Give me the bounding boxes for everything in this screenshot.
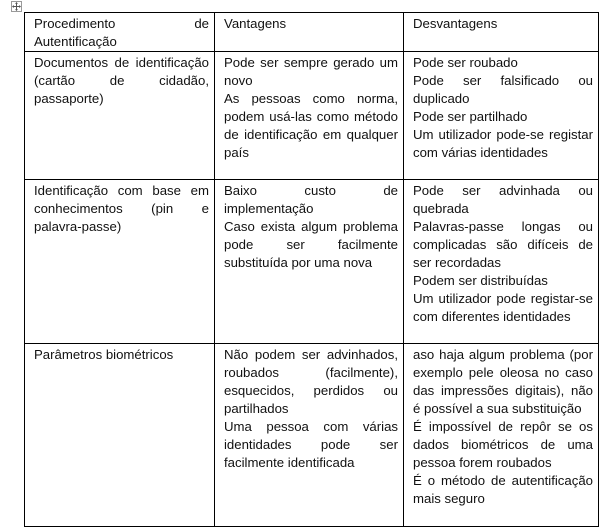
disadvantage-item: Pode ser roubado [413, 55, 518, 70]
advantages-cell[interactable] [215, 344, 404, 527]
advantage-item: Pode ser sempre gerado um novo [224, 55, 398, 88]
procedure-text: Parâmetros biométricos [34, 347, 174, 362]
disadvantage-item: Palavras-passe longas ou complicadas são difíceis de ser recordadas [413, 219, 593, 270]
disadvantage-item: Um utilizador pode-se registar com várias identidades [413, 127, 593, 160]
table-row [25, 344, 599, 527]
table-row [25, 180, 599, 344]
disadvantage-item: Pode ser partilhado [413, 109, 528, 124]
disadvantages-cell[interactable] [404, 52, 599, 180]
header-disadvantages-text: Desvantagens [413, 16, 498, 31]
table-header-row [25, 13, 599, 52]
disadvantage-item: aso haja algum problema (por exemplo pele oleosa no caso das impressões digitais), não é possível a sua substituição [413, 347, 593, 416]
advantage-item: Caso exista algum problema pode ser facilmente substituída por uma nova [224, 219, 398, 270]
procedure-cell[interactable] [25, 180, 215, 344]
header-cell-advantages[interactable] [215, 13, 404, 52]
table-row [25, 52, 599, 180]
advantages-cell[interactable] [215, 52, 404, 180]
disadvantages-cell[interactable] [404, 344, 599, 527]
header-advantages-text: Vantagens [224, 16, 287, 31]
advantage-item: Uma pessoa com várias identidades pode ser facilmente identificada [224, 419, 398, 470]
header-cell-disadvantages[interactable] [404, 13, 599, 52]
table-move-handle-icon[interactable] [11, 1, 22, 12]
header-procedure-text: Procedimento de Autentificação [34, 16, 209, 49]
advantage-item: Baixo custo de implementação [224, 183, 398, 216]
disadvantage-item: Pode ser falsificado ou duplicado [413, 73, 593, 106]
disadvantage-item: É o método de autentificação mais seguro [413, 473, 593, 506]
advantage-item: Não podem ser advinhados, roubados (facilmente), esquecidos, perdidos ou partilhados [224, 347, 398, 416]
disadvantage-item: Pode ser advinhada ou quebrada [413, 183, 593, 216]
disadvantage-item: Podem ser distribuídas [413, 273, 548, 288]
disadvantages-cell[interactable] [404, 180, 599, 344]
procedure-text: Identificação com base em conhecimentos (pin e palavra-passe) [34, 183, 209, 234]
header-cell-procedure[interactable] [25, 13, 215, 52]
procedure-text: Documentos de identificação (cartão de cidadão, passaporte) [34, 55, 209, 106]
procedure-cell[interactable] [25, 52, 215, 180]
disadvantage-item: Um utilizador pode registar-se com diferentes identidades [413, 291, 593, 324]
advantages-cell[interactable] [215, 180, 404, 344]
procedure-cell[interactable] [25, 344, 215, 527]
disadvantage-item: É impossível de repôr se os dados biométricos de uma pessoa forem roubados [413, 419, 593, 470]
advantage-item: As pessoas como norma, podem usá-las como método de identificação em qualquer país [224, 91, 398, 160]
authentication-comparison-table [24, 12, 599, 527]
